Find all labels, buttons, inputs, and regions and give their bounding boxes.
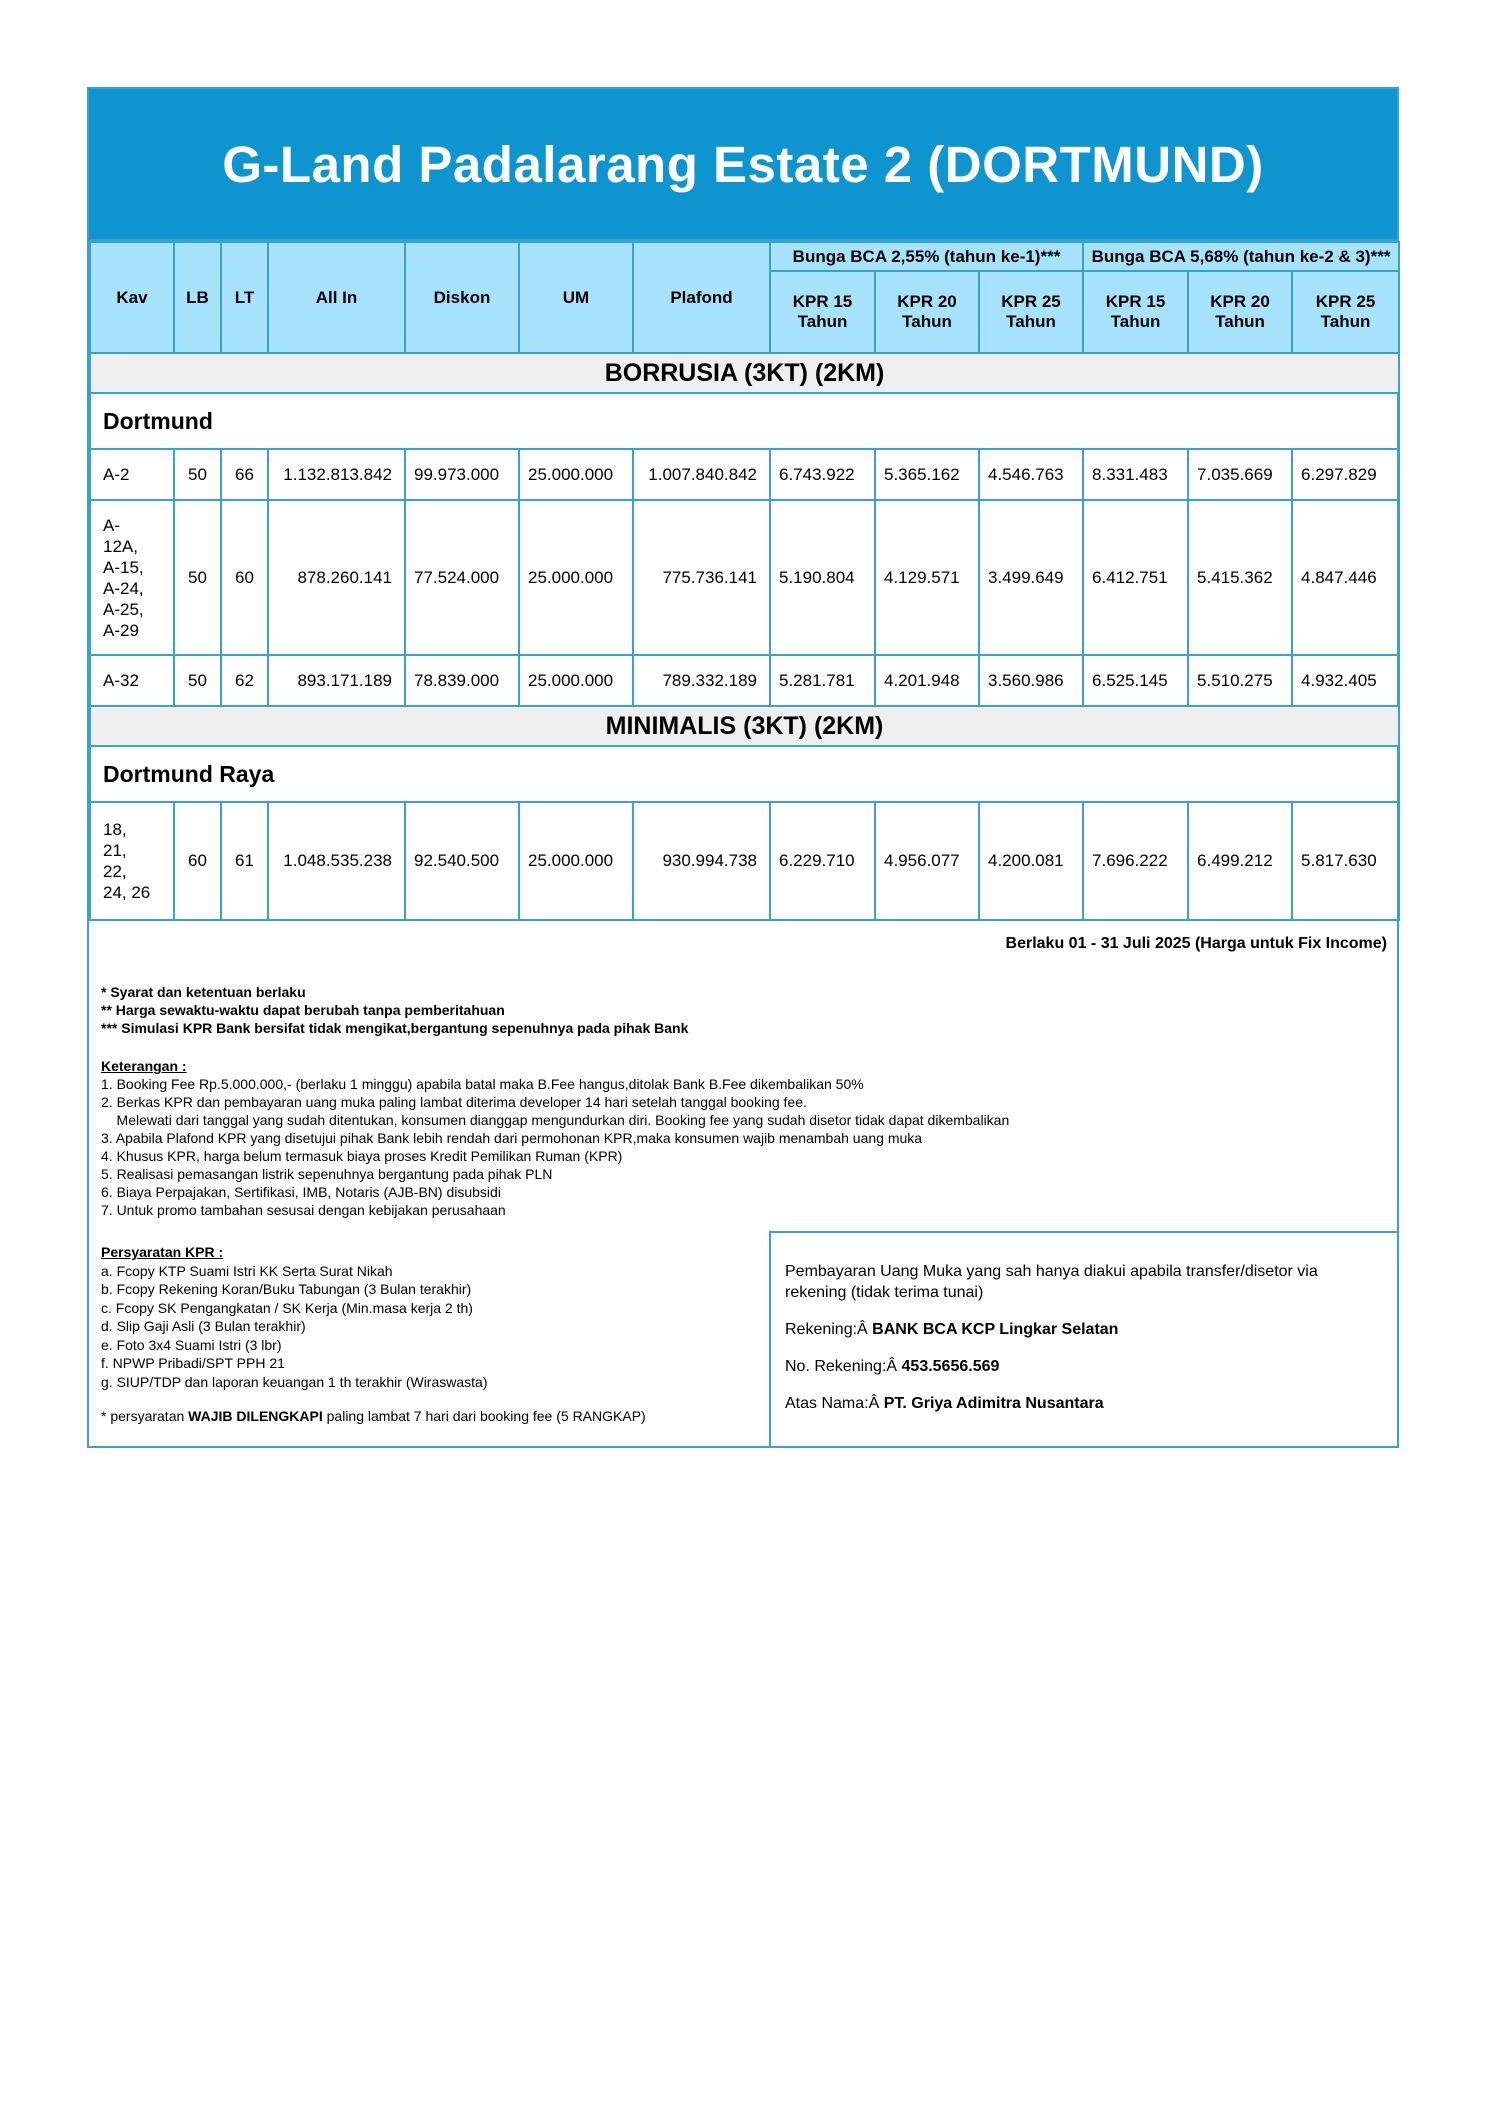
cell-plafond: 775.736.141 xyxy=(633,500,770,655)
cell-all-in: 1.048.535.238 xyxy=(268,802,405,920)
payment-atas-nama xyxy=(785,1393,1383,1414)
validity-note: Berlaku 01 - 31 Juli 2025 (Harga untuk Fix Income) xyxy=(1005,935,1387,952)
requirement-item: d. Slip Gaji Asli (3 Bulan terakhir) xyxy=(101,1318,306,1334)
cell-lt: 61 xyxy=(221,802,268,920)
cell-um: 25.000.000 xyxy=(519,500,633,655)
payment-norek xyxy=(785,1356,1383,1377)
cell-kav: A-2 xyxy=(90,449,174,500)
area-title: Dortmund Raya xyxy=(90,746,1399,802)
keterangan-item: 1. Booking Fee Rp.5.000.000,- (berlaku 1 minggu) apabila batal maka B.Fee hangus,ditolak Bank B.Fee dikembalikan 50% xyxy=(101,1076,864,1092)
requirement-item: g. SIUP/TDP dan laporan keuangan 1 th terakhir (Wiraswasta) xyxy=(101,1373,488,1390)
area-title: Dortmund xyxy=(90,393,1399,449)
header-kpr20-y1: KPR 20 Tahun xyxy=(875,271,979,353)
cell-kpr15-y1: 5.281.781 xyxy=(770,655,875,706)
keterangan-item: 4. Khusus KPR, harga belum termasuk biaya proses Kredit Pemilikan Ruman (KPR) xyxy=(101,1148,623,1164)
header-plafond: Plafond xyxy=(633,242,770,353)
payment-rekening xyxy=(785,1319,1383,1340)
payment-intro: Pembayaran Uang Muka yang sah hanya diakui apabila transfer/disetor via rekening (tidak terima tunai) xyxy=(785,1263,1318,1301)
keterangan-item: 3. Apabila Plafond KPR yang disetujui pihak Bank lebih rendah dari permohonan KPR,maka konsumen wajib menambah uang muka xyxy=(101,1130,923,1146)
cell-um: 25.000.000 xyxy=(519,802,633,920)
requirement-item: c. Fcopy SK Pengangkatan / SK Kerja (Min.masa kerja 2 th) xyxy=(101,1299,473,1316)
cell-kpr20-y1: 5.365.162 xyxy=(875,449,979,500)
requirement-item: e. Foto 3x4 Suami Istri (3 lbr) xyxy=(101,1336,282,1353)
requirements-footer-bold: WAJIB DILENGKAPI xyxy=(188,1408,323,1424)
atas-nama-value: PT. Griya Adimitra Nusantara xyxy=(883,1395,1104,1412)
table-row xyxy=(90,655,1399,706)
header-group-year2-3: Bunga BCA 5,68% (tahun ke-2 & 3)*** xyxy=(1083,242,1399,271)
table-row xyxy=(90,449,1399,500)
cell-kpr15-y2: 6.525.145 xyxy=(1083,655,1188,706)
cell-kpr25-y1: 3.560.986 xyxy=(979,655,1083,706)
requirement-item: f. NPWP Pribadi/SPT PPH 21 xyxy=(101,1355,285,1371)
requirements-footer xyxy=(101,1407,757,1426)
page-title: G-Land Padalarang Estate 2 (DORTMUND) xyxy=(89,89,1397,241)
header-um: UM xyxy=(519,242,633,353)
cell-kpr15-y2: 7.696.222 xyxy=(1083,802,1188,920)
requirement-item: b. Fcopy Rekening Koran/Buku Tabungan (3 Bulan terakhir) xyxy=(101,1281,472,1297)
cell-lt: 62 xyxy=(221,655,268,706)
norek-label: No. Rekening:Â xyxy=(785,1358,902,1375)
note-line: *** Simulasi KPR Bank bersifat tidak mengikat,bergantung sepenuhnya pada pihak Bank xyxy=(101,1020,689,1036)
cell-kav: A- 12A, A-15, A-24, A-25, A-29 xyxy=(90,500,174,655)
section-title: BORRUSIA (3KT) (2KM) xyxy=(90,353,1399,393)
cell-um: 25.000.000 xyxy=(519,449,633,500)
cell-lb: 50 xyxy=(174,500,221,655)
cell-lt: 66 xyxy=(221,449,268,500)
cell-plafond: 930.994.738 xyxy=(633,802,770,920)
cell-kav: 18, 21, 22, 24, 26 xyxy=(90,802,174,920)
cell-all-in: 1.132.813.842 xyxy=(268,449,405,500)
cell-kpr15-y2: 8.331.483 xyxy=(1083,449,1188,500)
cell-lb: 60 xyxy=(174,802,221,920)
payment-info xyxy=(769,1231,1397,1446)
header-lb: LB xyxy=(174,242,221,353)
cell-diskon: 99.973.000 xyxy=(405,449,519,500)
cell-um: 25.000.000 xyxy=(519,655,633,706)
cell-kpr25-y2: 6.297.829 xyxy=(1292,449,1399,500)
price-list-sheet xyxy=(87,87,1399,1448)
cell-lb: 50 xyxy=(174,655,221,706)
cell-plafond: 1.007.840.842 xyxy=(633,449,770,500)
cell-kpr15-y1: 6.743.922 xyxy=(770,449,875,500)
price-table xyxy=(89,241,1400,921)
header-kpr15-y1: KPR 15 Tahun xyxy=(770,271,875,353)
cell-all-in: 893.171.189 xyxy=(268,655,405,706)
note-line: * Syarat dan ketentuan berlaku xyxy=(101,984,306,1000)
cell-kpr20-y2: 5.510.275 xyxy=(1188,655,1292,706)
header-kpr15-y2: KPR 15 Tahun xyxy=(1083,271,1188,353)
requirements-title: Persyaratan KPR : xyxy=(101,1244,224,1260)
bottom-panels xyxy=(89,1231,1397,1446)
cell-kpr25-y2: 4.932.405 xyxy=(1292,655,1399,706)
cell-kpr15-y1: 5.190.804 xyxy=(770,500,875,655)
cell-kpr20-y1: 4.956.077 xyxy=(875,802,979,920)
atas-nama-label: Atas Nama:Â xyxy=(785,1395,884,1412)
header-kpr20-y2: KPR 20 Tahun xyxy=(1188,271,1292,353)
cell-kpr20-y1: 4.201.948 xyxy=(875,655,979,706)
cell-kpr25-y1: 4.546.763 xyxy=(979,449,1083,500)
cell-kpr20-y2: 6.499.212 xyxy=(1188,802,1292,920)
rekening-label: Rekening:Â xyxy=(785,1321,873,1338)
table-row xyxy=(90,500,1399,655)
cell-kpr25-y1: 4.200.081 xyxy=(979,802,1083,920)
header-all-in: All In xyxy=(268,242,405,353)
notes-block xyxy=(89,963,1397,1219)
header-kpr25-y2: KPR 25 Tahun xyxy=(1292,271,1399,353)
cell-diskon: 92.540.500 xyxy=(405,802,519,920)
section-title: MINIMALIS (3KT) (2KM) xyxy=(90,706,1399,746)
keterangan-item: Melewati dari tanggal yang sudah ditentukan, konsumen dianggap mengundurkan diri. Booking fee yang sudah disetor tidak dapat dikembalikan xyxy=(101,1112,1010,1128)
table-row xyxy=(90,802,1399,920)
cell-kpr15-y1: 6.229.710 xyxy=(770,802,875,920)
header-kpr25-y1: KPR 25 Tahun xyxy=(979,271,1083,353)
keterangan-item: 7. Untuk promo tambahan sesusai dengan kebijakan perusahaan xyxy=(101,1202,506,1218)
cell-diskon: 77.524.000 xyxy=(405,500,519,655)
rekening-value: BANK BCA KCP Lingkar Selatan xyxy=(872,1321,1119,1338)
header-diskon: Diskon xyxy=(405,242,519,353)
cell-kpr20-y2: 7.035.669 xyxy=(1188,449,1292,500)
cell-lb: 50 xyxy=(174,449,221,500)
cell-kpr20-y2: 5.415.362 xyxy=(1188,500,1292,655)
cell-diskon: 78.839.000 xyxy=(405,655,519,706)
requirements-footer-pre: * persyaratan xyxy=(101,1408,189,1424)
cell-plafond: 789.332.189 xyxy=(633,655,770,706)
header-kav: Kav xyxy=(90,242,174,353)
cell-kpr25-y2: 4.847.446 xyxy=(1292,500,1399,655)
requirement-item: a. Fcopy KTP Suami Istri KK Serta Surat Nikah xyxy=(101,1262,393,1279)
norek-value: 453.5656.569 xyxy=(901,1358,1000,1375)
cell-kpr25-y2: 5.817.630 xyxy=(1292,802,1399,920)
keterangan-item: 5. Realisasi pemasangan listrik sepenuhnya bergantung pada pihak PLN xyxy=(101,1166,553,1182)
header-lt: LT xyxy=(221,242,268,353)
cell-all-in: 878.260.141 xyxy=(268,500,405,655)
cell-lt: 60 xyxy=(221,500,268,655)
cell-kpr25-y1: 3.499.649 xyxy=(979,500,1083,655)
keterangan-title: Keterangan : xyxy=(101,1058,187,1074)
kpr-requirements xyxy=(89,1231,769,1446)
cell-kpr15-y2: 6.412.751 xyxy=(1083,500,1188,655)
keterangan-item: 2. Berkas KPR dan pembayaran uang muka paling lambat diterima developer 14 hari setelah tanggal booking fee. xyxy=(101,1094,807,1110)
requirements-footer-post: paling lambat 7 hari dari booking fee (5 RANGKAP) xyxy=(322,1408,646,1424)
cell-kpr20-y1: 4.129.571 xyxy=(875,500,979,655)
cell-kav: A-32 xyxy=(90,655,174,706)
keterangan-item: 6. Biaya Perpajakan, Sertifikasi, IMB, Notaris (AJB-BN) disubsidi xyxy=(101,1184,501,1200)
note-line: ** Harga sewaktu-waktu dapat berubah tanpa pemberitahuan xyxy=(101,1002,505,1018)
header-group-year1: Bunga BCA 2,55% (tahun ke-1)*** xyxy=(770,242,1083,271)
